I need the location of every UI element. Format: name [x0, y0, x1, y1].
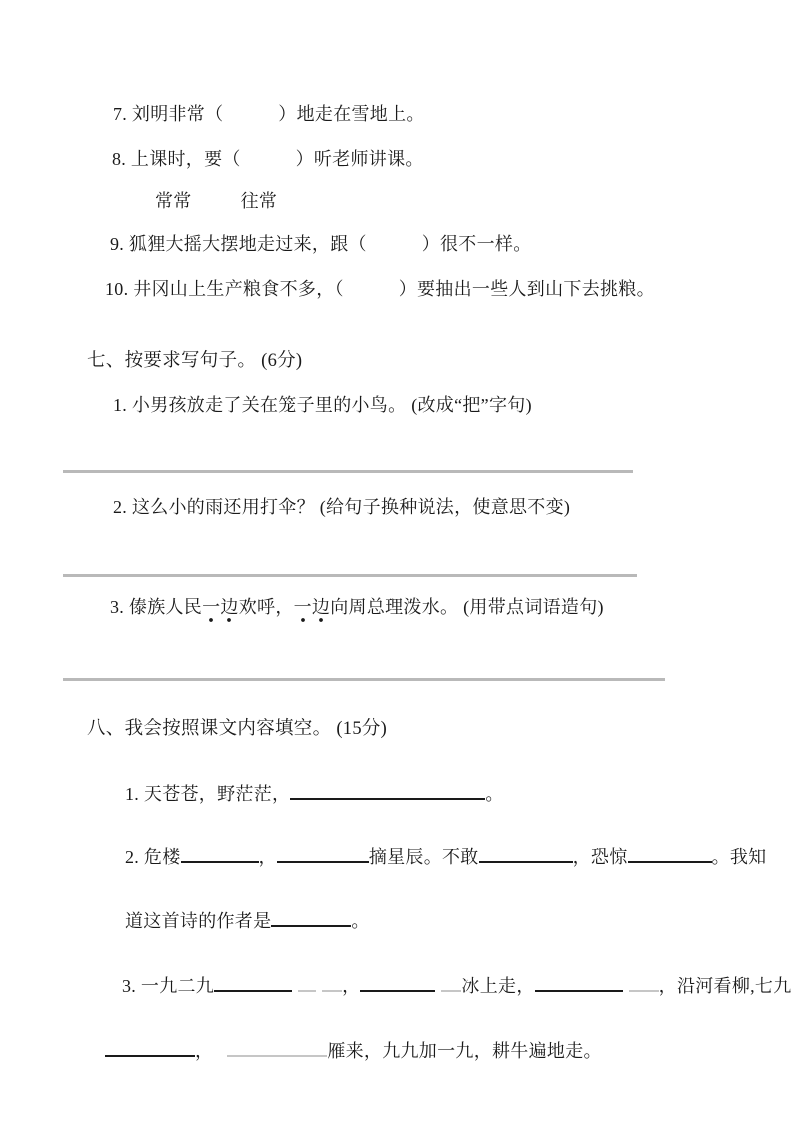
answer-line-3: [63, 678, 665, 681]
question-8-2-line2-end: 。: [351, 911, 370, 931]
answer-blank: [271, 908, 351, 927]
line-spacer: [213, 1056, 227, 1057]
answer-blank: [105, 1038, 195, 1057]
question-8-3-comma1: ，: [342, 976, 361, 996]
question-item-8: 8. 上课时，要（ ）听老师讲课。: [112, 149, 424, 169]
answer-blank: [290, 781, 485, 800]
question-7-3-post: 向周总理泼水。 (用带点词语造句): [330, 597, 604, 617]
question-7-1: 1. 小男孩放走了关在笼子里的小鸟。 (改成“把”字句): [113, 395, 532, 415]
question-8-2-s3: 摘星辰。不敢: [368, 847, 479, 867]
question-item-10: 10. 井冈山上生产粮食不多，（ ）要抽出一些人到山下去挑粮。: [105, 279, 655, 299]
question-8-2-s1: 2. 危楼: [125, 847, 181, 867]
answer-line-1: [63, 470, 633, 473]
answer-blank: [360, 973, 435, 992]
answer-blank-faded: [629, 973, 659, 992]
answer-line-2: [63, 574, 637, 577]
question-8-1-end: 。: [485, 784, 504, 804]
question-8-3-s1: 3. 一九二九: [122, 976, 215, 996]
question-7-3-pre: 3. 傣族人民: [110, 597, 203, 617]
answer-blank: [535, 973, 623, 992]
question-item-9: 9. 狐狸大摇大摆地走过来，跟（ ）很不一样。: [110, 234, 532, 254]
question-7-3: [110, 594, 604, 620]
question-8-3-line2-comma: ，: [195, 1041, 214, 1061]
section-seven-title: 七、按要求写句子。 (6分): [87, 351, 303, 371]
question-8-2-s2: ，: [258, 847, 277, 867]
question-8-1-pre: 1. 天苍苍，野茫茫，: [125, 784, 291, 804]
question-8-2-line2: [125, 908, 370, 934]
question-8-3-line1: [122, 973, 792, 999]
answer-blank-faded: [322, 973, 342, 992]
emphasized-word-2: 一边: [294, 597, 331, 623]
answer-blank-faded: [227, 1038, 327, 1057]
question-8-3-line2: [105, 1038, 602, 1064]
answer-blank: [181, 844, 259, 863]
question-7-3-mid: 欢呼，: [238, 597, 294, 617]
answer-blank-faded: [441, 973, 461, 992]
question-8-2-s5: 。我知: [711, 847, 767, 867]
section-eight-title: 八、我会按照课文内容填空。 (15分): [87, 719, 388, 739]
emphasized-word-1: 一边: [202, 597, 239, 623]
question-8-2-line2-pre: 道这首诗的作者是: [125, 911, 272, 931]
question-8-1: [125, 781, 504, 807]
answer-blank: [214, 973, 292, 992]
answer-blank: [628, 844, 712, 863]
word-bank-option-2: 往常: [240, 191, 278, 211]
question-item-7: 7. 刘明非常（ ）地走在雪地上。: [113, 104, 425, 124]
answer-blank: [479, 844, 573, 863]
question-8-3-s2: 冰上走，: [461, 976, 535, 996]
word-bank-option-1: 常常: [155, 191, 192, 211]
word-bank: [155, 188, 277, 214]
question-8-3-comma2: ，: [658, 976, 677, 996]
question-8-2-s4: ，恐惊: [572, 847, 628, 867]
question-8-3-s3: 沿河看柳,七九: [676, 976, 792, 996]
question-8-2-line1: [125, 844, 766, 870]
question-7-2: 2. 这么小的雨还用打伞？ (给句子换种说法，使意思不变): [113, 497, 571, 517]
word-bank-spacer: [192, 206, 241, 207]
answer-blank-faded: [298, 973, 316, 992]
question-8-3-line2-post: 雁来，九九加一九，耕牛遍地走。: [327, 1041, 602, 1061]
answer-blank: [277, 844, 369, 863]
